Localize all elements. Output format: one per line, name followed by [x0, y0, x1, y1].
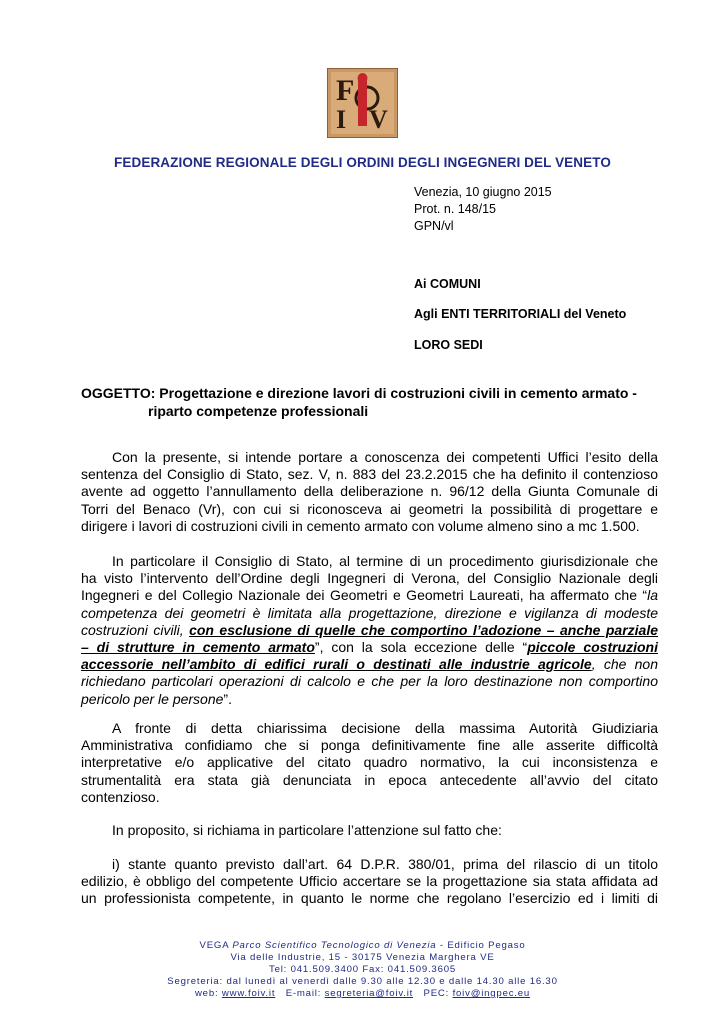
- recipient-enti: Agli ENTI TERRITORIALI del Veneto: [414, 307, 627, 321]
- text-run: Ingegneri e del Collegio Nazionale dei Geometri e Geometri Laureati, ha affermato che “: [81, 587, 648, 604]
- footer-line-1: [0, 940, 725, 952]
- paragraph-1: [81, 449, 658, 535]
- paragraph-3: [81, 720, 658, 806]
- reference-code: GPN/vl: [414, 219, 454, 233]
- text-run: , che non: [591, 656, 658, 673]
- web-link[interactable]: www.foiv.it: [221, 988, 276, 999]
- text-line: ha visto l’intervento dell’Ordine degli Ingegneri di Verona, del Consiglio Nazionale degli: [81, 570, 658, 587]
- recipient-sedi: LORO SEDI: [414, 338, 483, 352]
- text-run: Parco Scientifico Tecnologico di Venezia: [232, 940, 437, 951]
- text-line: [81, 639, 658, 656]
- paragraph-4: [81, 822, 658, 839]
- text-run: piccole costruzioni: [527, 639, 658, 656]
- text-line: [81, 587, 658, 604]
- text-line: richiedano particolari operazioni di calcolo e che per la loro destinazione non comportino: [81, 673, 658, 690]
- text-line: strumentalità era stata già denunciata in epoca antecedente all’avvio del citato: [81, 771, 658, 788]
- letter-meta: [414, 184, 552, 235]
- svg-text:I: I: [336, 105, 347, 134]
- footer-phone: Tel: 041.509.3400 Fax: 041.509.3605: [269, 964, 456, 975]
- text-line: Torri del Benaco (Vr), con cui si riconosceva ai geometri la possibilità di progettare e: [81, 500, 658, 517]
- text-line: avente ad oggetto l’annullamento della deliberazione n. 96/12 della Giunta Comunale di: [81, 483, 658, 500]
- text-run: VEGA: [199, 940, 233, 951]
- text-line: [81, 656, 658, 673]
- text-line: Con la presente, si intende portare a conoscenza dei competenti Uffici l’esito della: [112, 449, 658, 465]
- text-line: edilizio, è obbligo del competente Ufficio accertare se la progettazione sia stata affidata ad: [81, 873, 658, 890]
- text-line: contenzioso.: [81, 788, 160, 805]
- text-run: E-mail:: [275, 988, 325, 999]
- paragraph-2: [81, 553, 658, 708]
- svg-text:F: F: [336, 74, 355, 107]
- text-line: [81, 622, 658, 639]
- text-run: con esclusione di quelle che comportino l’adozione – anche parziale: [189, 621, 658, 638]
- text-line: sentenza del Consiglio di Stato, sez. V, n. 883 del 23.2.2015 che ha definito il contenzioso: [81, 466, 658, 483]
- text-run: accessorie nell’ambito di edifici rurali o destinati alle industrie agricole: [81, 656, 592, 673]
- svg-text:V: V: [369, 105, 388, 134]
- organization-title: FEDERAZIONE REGIONALE DEGLI ORDINI DEGLI INGEGNERI DEL VENETO: [114, 155, 611, 170]
- text-line: i) stante quanto previsto dall’art. 64 D.P.R. 380/01, prima del rilascio di un titolo: [112, 856, 658, 872]
- text-line: Amministrativa confidiamo che si ponga definitivamente fine alle asserite difficoltà: [81, 737, 658, 754]
- text-run: costruzioni civili,: [81, 621, 190, 638]
- letter-date: Venezia, 10 giugno 2015: [414, 185, 552, 199]
- footer-contacts: [0, 988, 725, 1000]
- text-line: A fronte di detta chiarissima decisione della massima Autorità Giudiziaria: [112, 720, 658, 736]
- paragraph-5: [81, 856, 658, 908]
- text-line: un professionista competente, in quanto le norme che regolano l’esercizio ed i limiti di: [81, 890, 658, 907]
- subject-line-1: OGGETTO: Progettazione e direzione lavori di costruzioni civili in cemento armato -: [81, 385, 637, 401]
- text-run: pericolo per le persone: [81, 690, 224, 707]
- footer-hours: Segreteria: dal lunedì al venerdì dalle 9.30 alle 12.30 e dalle 14.30 alle 16.30: [167, 976, 558, 987]
- foiv-logo-graphic: [327, 68, 398, 138]
- text-run: - Edificio Pegaso: [436, 940, 526, 951]
- text-line: dirigere i lavori di costruzioni civili in cemento armato con volume almeno sino a mc 1.500.: [81, 517, 640, 534]
- subject-line-2: riparto competenze professionali: [148, 403, 369, 419]
- foiv-logo: [327, 68, 398, 138]
- text-run: – di strutture in cemento armato: [81, 639, 315, 656]
- recipient-comuni: Ai COMUNI: [414, 277, 481, 291]
- text-line: [81, 691, 658, 708]
- text-run: PEC:: [413, 988, 453, 999]
- text-line: In proposito, si richiama in particolare l’attenzione sul fatto che:: [112, 822, 502, 838]
- text-line: competenza dei geometri è limitata alla progettazione, direzione e vigilanza di modeste: [81, 604, 658, 621]
- text-run: la: [647, 587, 658, 604]
- text-run: web:: [194, 988, 222, 999]
- email-link[interactable]: segreteria@foiv.it: [324, 988, 414, 999]
- protocol-number: Prot. n. 148/15: [414, 202, 497, 216]
- subject: [81, 384, 661, 420]
- text-run: ”.: [223, 690, 232, 707]
- pec-link[interactable]: foiv@ingpec.eu: [452, 988, 531, 999]
- text-line: In particolare il Consiglio di Stato, al termine di un procedimento giurisdizionale che: [112, 553, 658, 569]
- footer-address: Via delle Industrie, 15 - 30175 Venezia Marghera VE: [230, 952, 495, 963]
- text-run: ”, con la sola eccezione delle “: [314, 639, 528, 656]
- footer: [0, 940, 725, 1000]
- text-line: interpretative e/o applicative del citato quadro normativo, la cui inconsistenza e: [81, 754, 658, 771]
